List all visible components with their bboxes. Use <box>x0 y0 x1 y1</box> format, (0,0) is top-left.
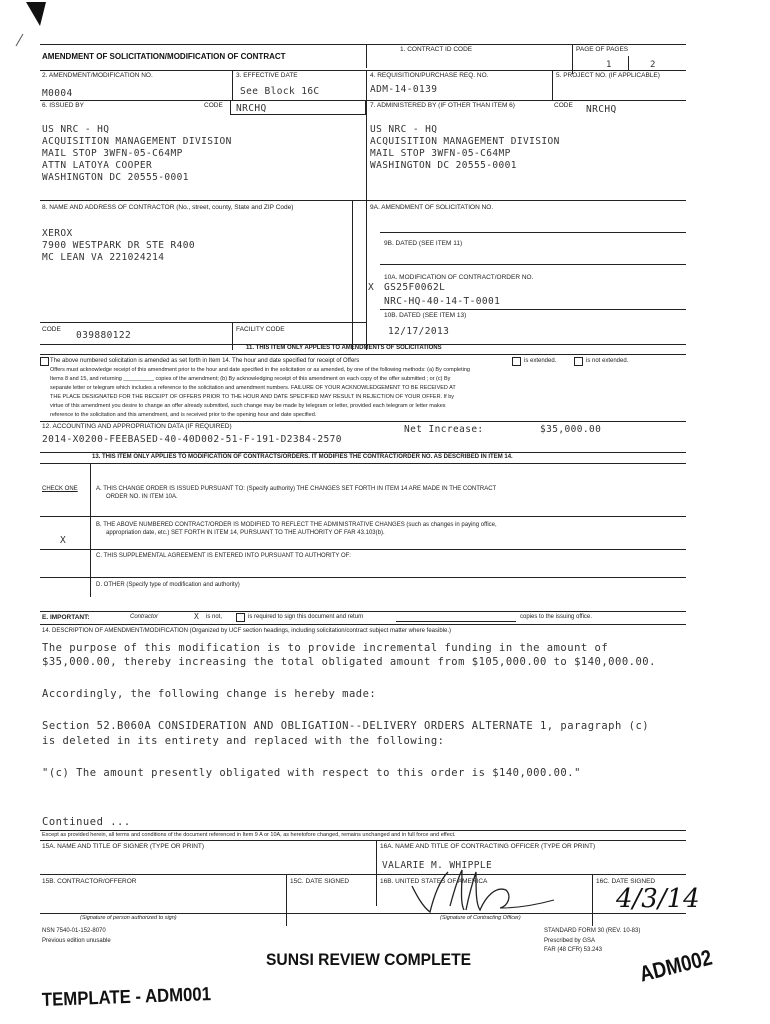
modification-no-1: GS25F0062L <box>384 282 446 293</box>
contractor-offeror-label: 15B. CONTRACTOR/OFFEROR <box>42 878 137 885</box>
effective-date-label: 3. EFFECTIVE DATE <box>236 72 298 79</box>
section-11-line-3: Items 8 and 15, and returning __________ copies of the amendment; (b) By acknowledging receipt of this amendment on each copy of the offer submitted ; or (c) By <box>50 376 451 382</box>
important-x: X <box>194 612 200 621</box>
description-line-4: Section 52.B060A CONSIDERATION AND OBLIGATION--DELIVERY ORDERS ALTERNATE 1, paragraph (c) <box>42 720 650 732</box>
is-required: is required to sign this document and return <box>248 614 364 620</box>
adm-stamp: ADM002 <box>636 944 715 987</box>
extended-checkbox-a <box>40 357 49 366</box>
code-label-6: CODE <box>204 102 223 109</box>
contractor-code-label: CODE <box>42 326 61 333</box>
section-13-b-x: X <box>60 535 67 546</box>
accounting-data: 2014-X0200-FEEBASED-40-40D002-51-F-191-D2384-2570 <box>42 434 342 445</box>
is-extended-checkbox <box>512 357 521 366</box>
section-13-title: 13. THIS ITEM ONLY APPLIES TO MODIFICATION OF CONTRACTS/ORDERS. IT MODIFIES THE CONTRACT/ORDER NO. AS DESCRIBED IN ITEM 14. <box>92 454 513 460</box>
page-label: PAGE OF PAGES <box>576 46 629 53</box>
nsn: NSN 7540-01-152-8070 <box>42 928 106 934</box>
page-number: 1 <box>606 60 612 70</box>
form-title: AMENDMENT OF SOLICITATION/MODIFICATION OF CONTRACT <box>42 52 286 61</box>
accounting-label: 12. ACCOUNTING AND APPROPRIATION DATA (IF REQUIRED) <box>42 423 232 430</box>
issued-by-line-4: ATTN LATOYA COOPER <box>42 160 153 171</box>
copies-text: copies to the issuing office. <box>520 614 592 620</box>
section-11-line-6: virtue of this amendment you desire to change an offer already submitted, such change may be made by telegram or letter, provided each telegram or letter makes <box>50 403 446 409</box>
is-extended: is extended. <box>524 358 557 364</box>
section-11-title: 11. THIS ITEM ONLY APPLIES TO AMENDMENTS OF SOLICITATIONS <box>246 345 442 351</box>
check-one: CHECK ONE <box>42 486 78 492</box>
far-reference: FAR (48 CFR) 53.243 <box>544 947 603 953</box>
description-line-6: "(c) The amount presently obligated with respect to this order is $140,000.00." <box>42 767 581 779</box>
template-stamp: TEMPLATE - ADM001 <box>41 984 212 1011</box>
net-increase-amount: $35,000.00 <box>540 424 602 435</box>
page-count: 2 <box>650 60 656 70</box>
signature-officer-caption: (Signature of Contracting Officer) <box>440 915 521 921</box>
section-13-c: C. THIS SUPPLEMENTAL AGREEMENT IS ENTERED INTO PURSUANT TO AUTHORITY OF: <box>96 553 351 559</box>
prescribed-by: Prescribed by GSA <box>544 938 596 944</box>
pen-mark <box>14 32 26 48</box>
sunsi-review-stamp: SUNSI REVIEW COMPLETE <box>266 950 472 969</box>
section-11-line-7: reference to the solicitation and this amendment, and is received prior to the opening hour and date specified. <box>50 412 317 418</box>
section-11-line-4: separate letter or telegram which includes a reference to the solicitation and amendment numbers. FAILURE OF YOUR ACKNOWLEDGEMENT TO BE RECEIVED AT <box>50 385 456 391</box>
modification-x: X <box>368 282 375 293</box>
description-line-5: is deleted in its entirety and replaced with the following: <box>42 735 445 747</box>
facility-code-label: FACILITY CODE <box>236 326 285 333</box>
section-13-b2: appropriation date, etc.) SET FORTH IN ITEM 14, PURSUANT TO THE AUTHORITY OF FAR 43.103(b). <box>106 530 385 536</box>
is-not-extended-checkbox <box>574 357 583 366</box>
administered-by-label: 7. ADMINISTERED BY (IF OTHER THAN ITEM 6) <box>370 102 515 109</box>
issued-by-line-3: MAIL STOP 3WFN-05-C64MP <box>42 148 183 159</box>
officer-name-label: 16A. NAME AND TITLE OF CONTRACTING OFFICER (TYPE OR PRINT) <box>380 843 596 850</box>
amendment-no-label: 2. AMENDMENT/MODIFICATION NO. <box>42 72 153 79</box>
section-13-b: B. THE ABOVE NUMBERED CONTRACT/ORDER IS MODIFIED TO REFLECT THE ADMINISTRATIVE CHANGES (such as changes in paying office, <box>96 522 497 528</box>
issued-by-code: NRCHQ <box>236 103 267 114</box>
except-line: Except as provided herein, all terms and conditions of the document referenced in Item 9 A or 10A, as heretofore changed, remains unchanged and in full force and effect. <box>42 832 456 838</box>
is-required-checkbox <box>236 613 245 622</box>
solicitation-no-label: 9A. AMENDMENT OF SOLICITATION NO. <box>370 204 494 211</box>
contractor-line-2: 7900 WESTPARK DR STE R400 <box>42 240 195 251</box>
contractor-word: Contractor <box>130 614 159 620</box>
important-label: E. IMPORTANT: <box>42 614 90 621</box>
officer-name: VALARIE M. WHIPPLE <box>382 860 493 871</box>
dated-10b: 12/17/2013 <box>388 326 450 337</box>
requisition-label: 4. REQUISITION/PURCHASE REQ. NO. <box>370 72 489 79</box>
dated-10b-label: 10B. DATED (SEE ITEM 13) <box>384 312 467 319</box>
contractor-label: 8. NAME AND ADDRESS OF CONTRACTOR (No., street, county, State and ZIP Code) <box>42 204 294 211</box>
administered-by-line-3: MAIL STOP 3WFN-05-C64MP <box>370 148 511 159</box>
issued-by-line-5: WASHINGTON DC 20555-0001 <box>42 172 189 183</box>
previous-edition: Previous edition unusable <box>42 938 111 944</box>
requisition-no: ADM-14-0139 <box>370 84 438 95</box>
amendment-no: M0004 <box>42 88 73 99</box>
description-label: 14. DESCRIPTION OF AMENDMENT/MODIFICATION (Organized by UCF section headings, including solicitation/contract subject matter where feasible.) <box>42 628 452 634</box>
signature-person-caption: (Signature of person authorized to sign) <box>80 915 177 921</box>
corner-mark <box>24 0 50 30</box>
description-line-1: The purpose of this modification is to provide incremental funding in the amount of <box>42 642 609 654</box>
section-11-line-1: The above numbered solicitation is amended as set forth in Item 14. The hour and date specified for receipt of Offers <box>50 358 360 364</box>
description-line-2: $35,000.00, thereby increasing the total obligated amount from $105,000.00 to $140,000.00. <box>42 656 656 668</box>
standard-form: STANDARD FORM 30 (REV. 10-83) <box>544 928 641 934</box>
dated-9b-label: 9B. DATED (SEE ITEM 11) <box>384 240 463 247</box>
effective-date: See Block 16C <box>240 86 320 97</box>
description-line-3: Accordingly, the following change is hereby made: <box>42 688 377 700</box>
administered-by-code: NRCHQ <box>586 104 617 115</box>
administered-by-line-4: WASHINGTON DC 20555-0001 <box>370 160 517 171</box>
issued-by-label: 6. ISSUED BY <box>42 102 84 109</box>
issued-by-line-2: ACQUISITION MANAGEMENT DIVISION <box>42 136 232 147</box>
section-11-line-2: Offers must acknowledge receipt of this amendment prior to the hour and date specified in the solicitation or as amended, by one of the following methods: (a) By completing <box>50 367 470 373</box>
section-13-d: D. OTHER (Specify type of modification and authority) <box>96 582 240 588</box>
contract-id-label: 1. CONTRACT ID CODE <box>400 46 473 53</box>
contractor-line-1: XEROX <box>42 228 73 239</box>
description-line-7: Continued ... <box>42 816 131 828</box>
contractor-code: 039880122 <box>76 330 132 341</box>
is-not: is not, <box>206 614 223 620</box>
date-signed-handwritten: 4/3/14 <box>616 884 700 914</box>
section-11-line-5: THE PLACE DESIGNATED FOR THE RECEIPT OF OFFERS PRIOR TO THE HOUR AND DATE SPECIFIED MAY RESULT IN REJECTION OF YOUR OFFER. If by <box>50 394 455 400</box>
issued-by-line-1: US NRC - HQ <box>42 124 110 135</box>
modification-no-2: NRC-HQ-40-14-T-0001 <box>384 296 501 307</box>
contractor-line-3: MC LEAN VA 221024214 <box>42 252 165 263</box>
net-increase-label: Net Increase: <box>404 424 484 435</box>
contracting-officer-signature <box>404 866 574 918</box>
date-signed-16c-label: 16C. DATE SIGNED <box>596 878 656 885</box>
section-13-a: A. THIS CHANGE ORDER IS ISSUED PURSUANT TO: (Specify authority) THE CHANGES SET FORTH IN ITEM 14 ARE MADE IN THE CONTRACT <box>96 486 497 492</box>
modification-no-label: 10A. MODIFICATION OF CONTRACT/ORDER NO. <box>384 274 534 281</box>
section-13-a2: ORDER NO. IN ITEM 10A. <box>106 494 178 500</box>
administered-by-line-1: US NRC - HQ <box>370 124 438 135</box>
code-label-7: CODE <box>554 102 573 109</box>
project-no-label: 5. PROJECT NO. (IF APPLICABLE) <box>556 72 660 79</box>
is-not-extended: is not extended. <box>586 358 629 364</box>
signer-name-label: 15A. NAME AND TITLE OF SIGNER (TYPE OR PRINT) <box>42 843 205 850</box>
united-states-label: 16B. UNITED STATES OF AMERICA <box>380 878 488 885</box>
administered-by-line-2: ACQUISITION MANAGEMENT DIVISION <box>370 136 560 147</box>
date-signed-15c-label: 15C. DATE SIGNED <box>290 878 350 885</box>
